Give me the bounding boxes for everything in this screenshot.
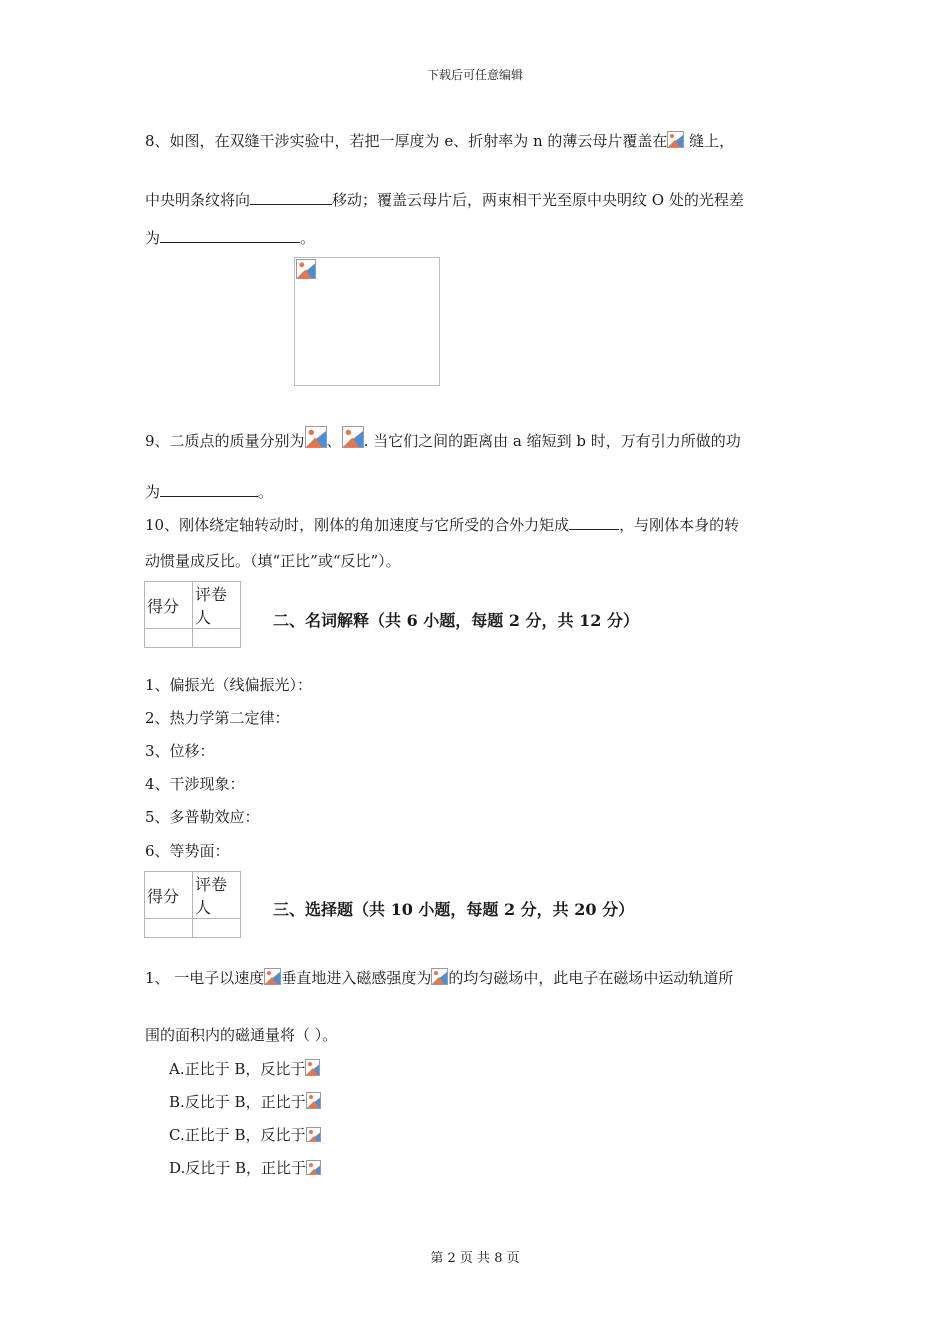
broken-image-icon [342,426,364,448]
option-d-label: D.反比于 B，正比于 [169,1159,307,1177]
list-item: 2、热力学第二定律： [145,709,290,727]
q10-line1 [145,514,739,535]
q8-text-a: 8、如图，在双缝干涉实验中，若把一厚度为 e、折射率为 n 的薄云母片覆盖在 [145,132,668,150]
broken-image-icon [296,259,316,279]
answer-blank[interactable] [250,189,332,205]
q9-text-c: 为 [145,483,161,501]
broken-image-icon [667,131,684,148]
score-cell[interactable] [145,919,193,938]
q8-text-c: 中央明条纹将向 [145,191,251,209]
page-header: 下载后可任意编辑 [426,68,523,82]
broken-image-icon [431,968,448,985]
grader-cell[interactable] [193,629,241,648]
option-c-label: C.正比于 B，反比于 [169,1126,306,1144]
q10-text-b: ，与刚体本身的转 [619,516,740,534]
option-b-label: B.反比于 B，正比于 [169,1093,306,1111]
score-label: 得分 [145,872,193,919]
page-footer: 第 2 页 共 8 页 [430,1251,520,1266]
option-a[interactable] [169,1058,320,1079]
list-item: 6、等势面： [145,842,230,860]
broken-image-icon [305,1059,320,1076]
q8-line2 [145,189,744,210]
broken-image-icon [264,968,281,985]
q8-text-e: 为 [145,229,161,247]
broken-image-icon [305,426,327,448]
q8-text-b: 缝上， [689,132,735,150]
grader-label: 评卷人 [193,872,241,919]
q9-text-d: 。 [258,483,274,501]
answer-blank[interactable] [160,481,258,497]
q8-figure [294,257,440,386]
score-table [144,871,241,938]
answer-blank[interactable] [569,514,619,530]
q9-sep: 、 [326,432,342,450]
list-item: 1、偏振光（线偏振光）： [145,676,313,694]
score-table [144,581,241,648]
section3-title: 三、选择题（共 10 小题，每题 2 分，共 20 分） [273,900,635,919]
option-b[interactable] [169,1091,321,1112]
q9-text-a: 9、二质点的质量分别为 [145,432,305,450]
broken-image-icon [306,1127,321,1142]
section2-title: 二、名词解释（共 6 小题，每题 2 分，共 12 分） [273,611,639,630]
score-cell[interactable] [145,629,193,648]
option-c[interactable] [169,1124,321,1145]
q9-line1 [145,426,741,451]
q8-line1 [145,130,734,151]
q8-text-d: 移动；覆盖云母片后，两束相干光至原中央明纹 O 处的光程差 [332,191,744,209]
q8-line3 [145,227,315,248]
broken-image-icon [306,1160,321,1175]
q10-line2: 动惯量成反比。（填“正比”或“反比”）。 [145,552,401,570]
list-item: 4、干涉现象： [145,775,245,793]
list-item: 5、多普勒效应： [145,808,260,826]
score-label: 得分 [145,582,193,629]
s3-q1-text-b: 垂直地进入磁感强度为 [281,969,432,987]
q8-text-f: 。 [300,229,316,247]
q9-line2 [145,481,273,502]
broken-image-icon [306,1092,321,1109]
grader-label: 评卷人 [193,582,241,629]
s3-q1-line2: 围的面积内的磁通量将（ ）。 [145,1026,338,1044]
grader-cell[interactable] [193,919,241,938]
list-item: 3、位移： [145,742,215,760]
option-d[interactable] [169,1157,321,1178]
answer-blank[interactable] [160,227,300,243]
s3-q1-text-a: 1、 一电子以速度 [145,969,265,987]
s3-q1-line1 [145,967,733,988]
s3-q1-text-c: 的均匀磁场中，此电子在磁场中运动轨道所 [448,969,734,987]
q10-text-a: 10、刚体绕定轴转动时，刚体的角加速度与它所受的合外力矩成 [145,516,570,534]
q9-text-b: . 当它们之间的距离由 a 缩短到 b 时，万有引力所做的功 [363,432,741,450]
option-a-label: A.正比于 B，反比于 [169,1060,306,1078]
